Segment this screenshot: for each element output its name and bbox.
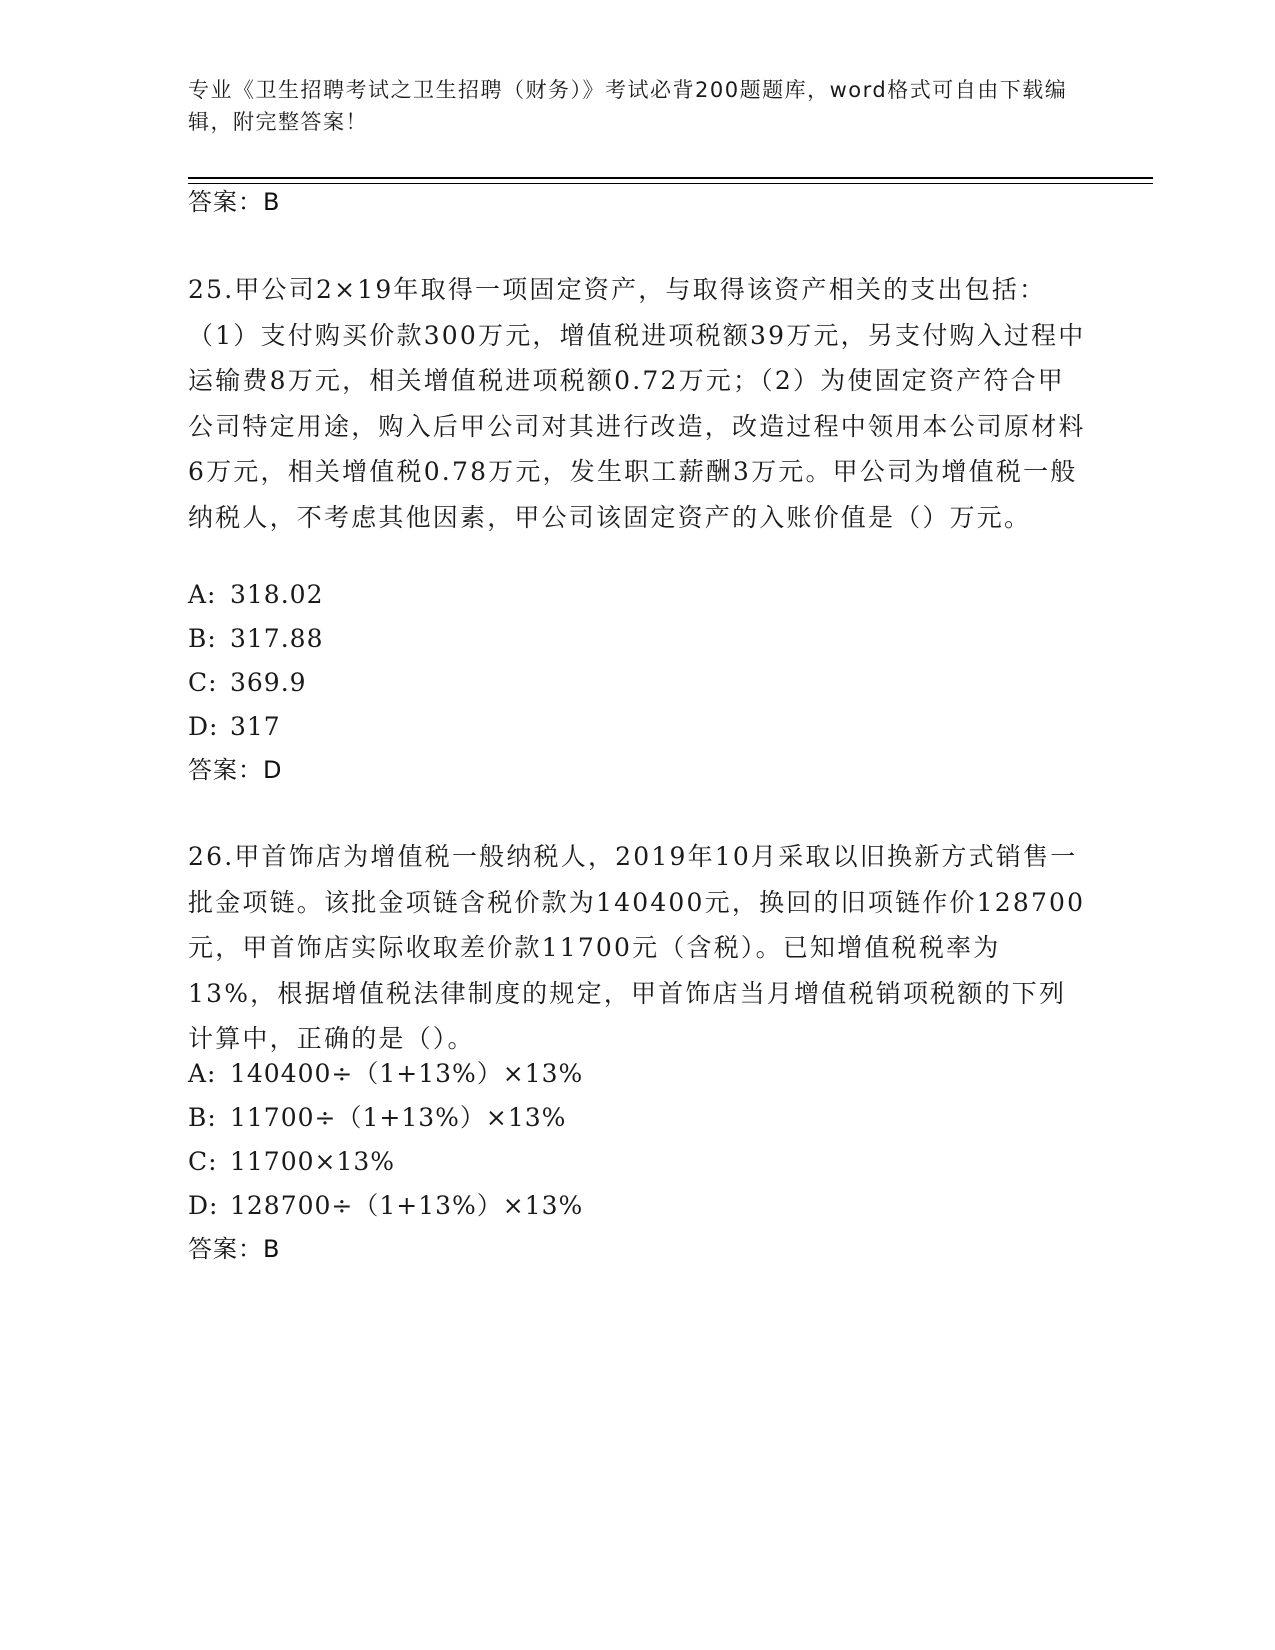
header-rule-thin bbox=[188, 183, 1153, 184]
option-text: 369.9 bbox=[230, 668, 307, 697]
page-header: 专业《卫生招聘考试之卫生招聘（财务）》考试必背200题题库，word格式可自由下载编辑，附完整答案！ bbox=[188, 78, 1068, 134]
option-text: 11700×13% bbox=[230, 1147, 396, 1176]
question-26-text: 26.甲首饰店为增值税一般纳税人，2019年10月采取以旧换新方式销售一批金项链。该批金项链含税价款为140400元，换回的旧项链作价128700元，甲首饰店实际收取差价款11700元（含税）。已知增值税税率为13%，根据增值税法律制度的规定，甲首饰店当月增值税销项税额的下列计算中，正确的是（）。 bbox=[188, 842, 1086, 1053]
option-key: D: bbox=[188, 712, 219, 741]
option-text: 317.88 bbox=[230, 624, 324, 653]
option-key: D: bbox=[188, 1191, 219, 1220]
question-25-option-c bbox=[188, 667, 307, 699]
option-key: A: bbox=[188, 1059, 217, 1088]
option-text: 11700÷（1+13%）×13% bbox=[230, 1103, 567, 1132]
answer-25: 答案：D bbox=[188, 756, 283, 784]
option-key: B: bbox=[188, 624, 217, 653]
question-25-option-b bbox=[188, 623, 323, 655]
option-key: B: bbox=[188, 1103, 217, 1132]
question-26-option-a bbox=[188, 1058, 583, 1090]
header-rule-thick bbox=[188, 177, 1153, 179]
question-26-option-c bbox=[188, 1146, 395, 1178]
option-text: 317 bbox=[230, 712, 281, 741]
option-text: 128700÷（1+13%）×13% bbox=[230, 1191, 584, 1220]
option-key: C: bbox=[188, 668, 218, 697]
answer-26: 答案：B bbox=[188, 1235, 281, 1263]
option-text: 318.02 bbox=[230, 580, 324, 609]
answer-24: 答案：B bbox=[188, 188, 281, 216]
question-25-text: 25.甲公司2×19年取得一项固定资产，与取得该资产相关的支出包括：（1）支付购买价款300万元，增值税进项税额39万元，另支付购入过程中运输费8万元，相关增值税进项税额0.72万元；（2）为使固定资产符合甲公司特定用途，购入后甲公司对其进行改造，改造过程中领用本公司原材料6万元，相关增值税0.78万元，发生职工薪酬3万元。甲公司为增值税一般纳税人，不考虑其他因素，甲公司该固定资产的入账价值是（）万元。 bbox=[188, 275, 1086, 532]
question-26-option-b bbox=[188, 1102, 566, 1134]
question-26-option-d bbox=[188, 1190, 583, 1222]
question-25-option-d bbox=[188, 711, 281, 743]
option-key: C: bbox=[188, 1147, 218, 1176]
option-text: 140400÷（1+13%）×13% bbox=[230, 1059, 584, 1088]
option-key: A: bbox=[188, 580, 217, 609]
question-25-option-a bbox=[188, 579, 323, 611]
